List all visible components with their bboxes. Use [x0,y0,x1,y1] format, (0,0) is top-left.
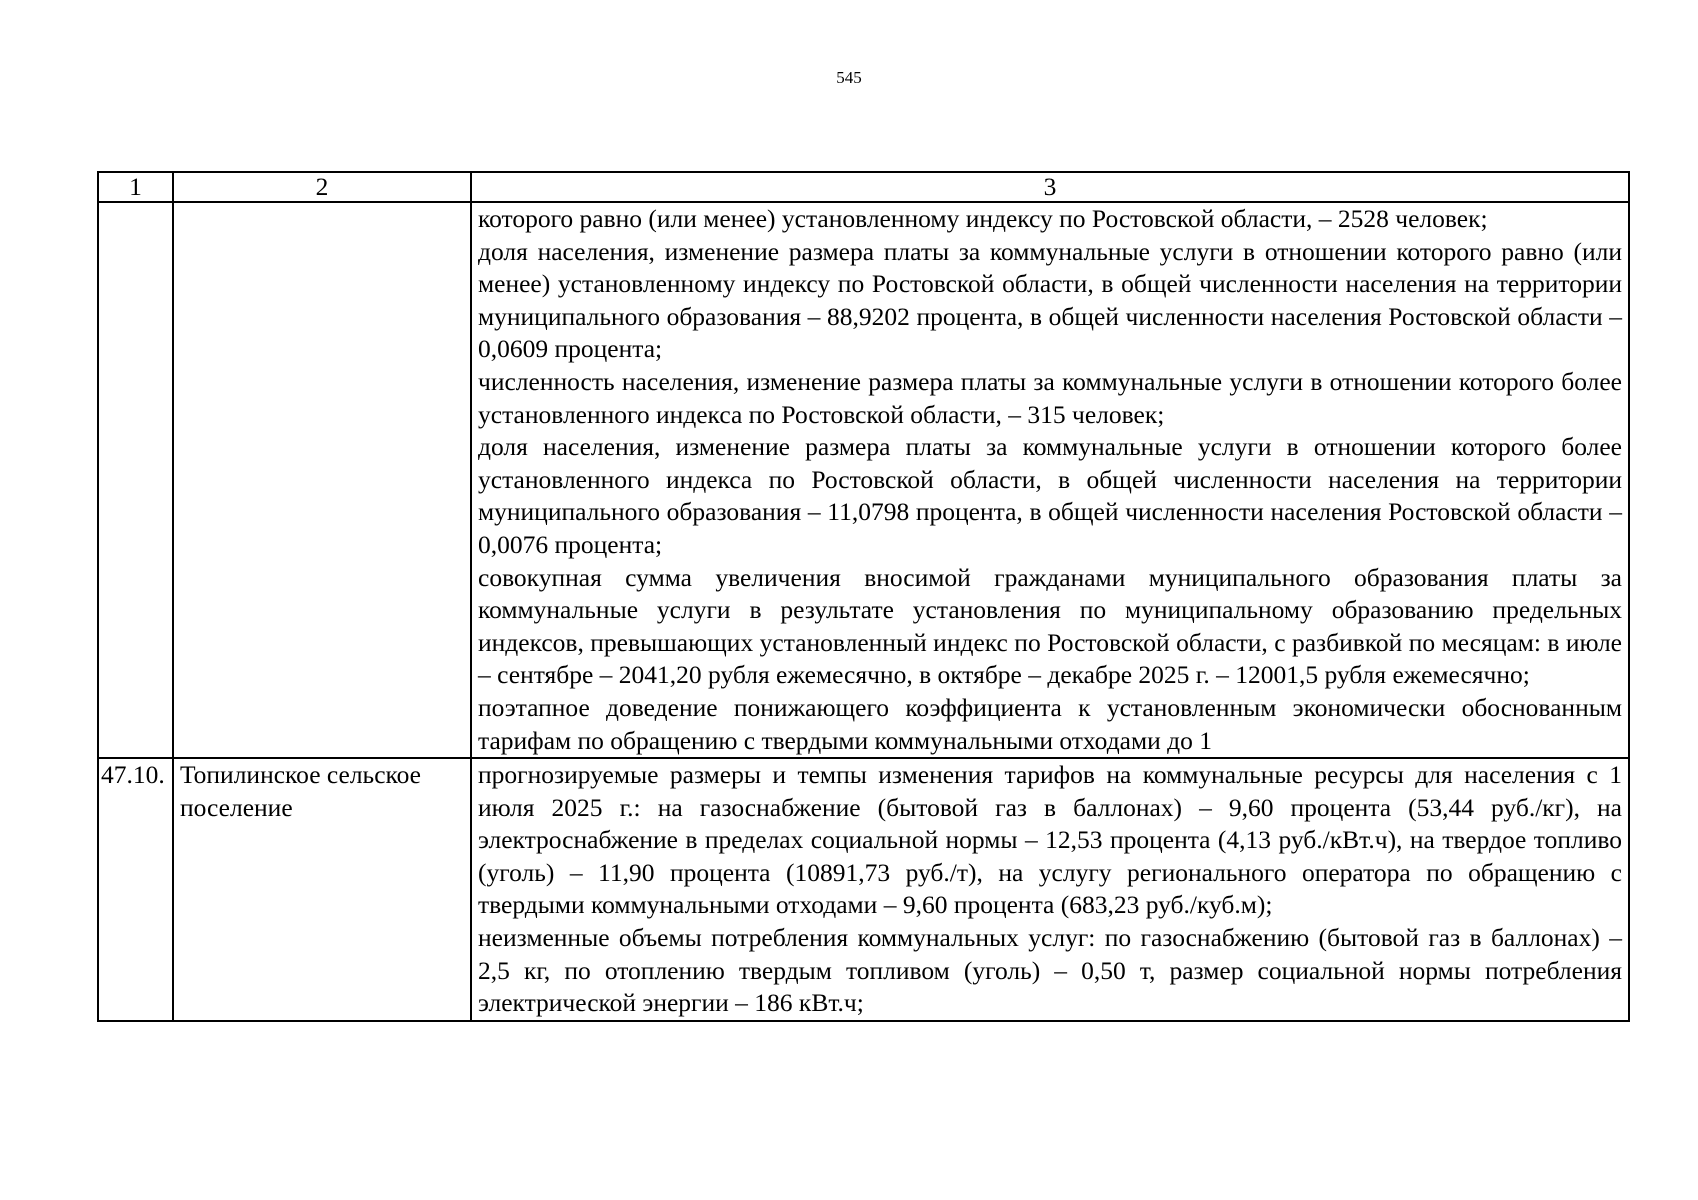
row-name-cell [173,202,471,758]
header-cell-1: 1 [98,172,173,202]
table-row [98,758,1629,1021]
header-cell-2: 2 [173,172,471,202]
paragraph: поэтапное доведение понижающего коэффициента к установленным экономически обоснованным тарифам по обращению с твердыми коммунальными отходами до 1 [478,692,1622,755]
paragraph: прогнозируемые размеры и темпы изменения тарифов на коммунальные ресурсы для населения с 1 июля 2025 г.: на газоснабжение (бытовой газ в баллонах) – 9,60 процента (53,44 руб./кг), на электроснабжение в пределах социальной нормы – 12,53 процента (4,13 руб./кВт.ч), на твердое топливо (уголь) – 11,90 процента (10891,73 руб./т), на услугу регионального оператора по обращению с твердыми коммунальными отходами – 9,60 процента (683,23 руб./куб.м); [478,760,1622,920]
document-table [97,171,1630,1022]
paragraph: неизменные объемы потребления коммунальных услуг: по газоснабжению (бытовой газ в баллонах) – 2,5 кг, по отоплению твердым топливом (уголь) – 0,50 т, размер социальной нормы потребления электрической энергии – 186 кВт.ч; [478,923,1622,1018]
header-cell-3: 3 [471,172,1629,202]
row-text-cell [471,758,1629,1021]
paragraph: совокупная сумма увеличения вносимой гражданами муниципального образования платы за коммунальные услуги в результате установления по муниципальному образованию предельных индексов, превышающих установленный индекс по Ростовской области, с разбивкой по месяцам: в июле – сентябре – 2041,20 рубля ежемесячно, в октябре – декабре 2025 г. – 12001,5 рубля ежемесячно; [478,562,1622,690]
page-number: 545 [836,68,862,87]
row-name-cell: Топилинское сельское поселение [173,758,471,1021]
paragraph: доля населения, изменение размера платы за коммунальные услуги в отношении которого равно (или менее) установленному индексу по Ростовской области, в общей численности населения на территории муниципального образования – 88,9202 процента, в общей численности населения Ростовской области – 0,0609 процента; [478,236,1622,364]
paragraph: доля населения, изменение размера платы за коммунальные услуги в отношении которого более установленного индекса по Ростовской области, в общей численности населения на территории муниципального образования – 11,0798 процента, в общей численности населения Ростовской области – 0,0076 процента; [478,432,1622,559]
row-number-cell [98,202,173,758]
table-row [98,202,1629,758]
row-text-cell [471,202,1629,758]
paragraph: которого равно (или менее) установленному индексу по Ростовской области, – 2528 человек; [478,204,1488,233]
row-number-cell: 47.10. [98,758,173,1021]
table-header-row [98,172,1629,202]
paragraph: численность населения, изменение размера платы за коммунальные услуги в отношении которого более установленного индекса по Ростовской области, – 315 человек; [478,366,1622,429]
